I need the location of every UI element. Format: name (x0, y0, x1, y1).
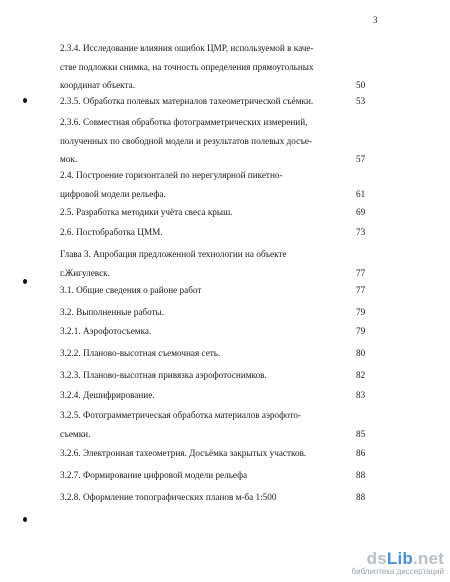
toc-entry-page: 88 (356, 470, 366, 480)
toc-entry-page: 82 (356, 370, 366, 380)
toc-entry-page: 79 (356, 326, 366, 336)
toc-entry-page: 77 (356, 267, 366, 278)
toc-entry-page: 85 (356, 428, 366, 439)
hole-punch-mark (23, 98, 27, 103)
toc-entry-title: 3.2.6. Электронная тахеометрия. Досъёмка закрытых участков. (60, 448, 307, 458)
toc-entry (60, 488, 366, 507)
toc-entry-page: 73 (356, 227, 366, 237)
toc-entry (60, 386, 366, 405)
toc-entry-title: 2.3.4. Исследование влияния ошибок ЦМР, используемой в каче- стве подложки снимка, на точность определения прямоугольных координат объекта. (60, 43, 314, 90)
toc-entry-title: Глава 3. Апробация предложенной технологии на объекте г.Жигулевск. (60, 249, 287, 278)
toc-entry (60, 223, 366, 242)
toc-entry-title: 3.2.3. Планово-высотная привязка аэрофотоснимков. (60, 370, 267, 380)
toc-entry (60, 92, 366, 111)
toc-entry-page: 57 (356, 154, 366, 164)
toc-entry-page: 61 (356, 188, 366, 199)
toc-entry-page: 88 (356, 492, 366, 502)
toc-entry (60, 166, 366, 203)
toc-entry-title: 2.3.5. Обработка полевых материалов тахеометрической съёмки. (60, 96, 314, 106)
toc-entry (60, 245, 366, 282)
page-number: 3 (373, 15, 378, 25)
toc-entry (60, 303, 366, 322)
toc-entry (60, 281, 366, 300)
toc-entry-page: 79 (356, 307, 366, 317)
toc-entry-title: 3.2.5. Фотограмметрическая обработка материалов аэрофото- съемки. (60, 410, 302, 439)
toc-entry (60, 113, 366, 169)
toc-entry (60, 203, 366, 222)
toc-entry-title: 3.2. Выполненные работы. (60, 307, 165, 317)
toc-entry-page: 77 (356, 285, 366, 295)
toc-entry-page: 80 (356, 348, 366, 358)
toc-entry (60, 344, 366, 363)
toc-entry-page: 86 (356, 448, 366, 458)
toc-entry-title: 3.2.8. Оформление топографических планов м-ба 1:500 (60, 492, 277, 502)
watermark-logo: dsLib.net (366, 549, 444, 568)
toc-entry-title: 2.3.6. Совместная обработка фотограмметрических измерений, полученных по свободной модели и результатов полевых досъе- мок. (60, 117, 313, 164)
toc-entry (60, 444, 366, 463)
hole-punch-mark (23, 279, 27, 284)
toc-entry-title: 3.2.2. Планово-высотная съемочная сеть. (60, 348, 221, 358)
hole-punch-mark (23, 517, 27, 522)
toc-entry (60, 322, 366, 341)
toc-entry (60, 39, 366, 95)
toc-entry-title: 3.2.7. Формирование цифровой модели рельефа (60, 470, 248, 480)
toc-entry-title: 2.6. Постобработка ЦММ. (60, 227, 163, 237)
toc-entry (60, 466, 366, 485)
toc-entry-page: 69 (356, 207, 366, 217)
toc-entry-title: 3.1. Общие сведения о районе работ (60, 285, 202, 295)
toc-entry-title: 2.4. Построение горизонталей по нерегулярной пикетно- цифровой модели рельефа. (60, 170, 283, 199)
toc-entry-page: 53 (356, 96, 366, 106)
toc-entry-page: 50 (356, 80, 366, 90)
toc-entry (60, 406, 366, 443)
toc-entry (60, 366, 366, 385)
toc-entry-title: 3.2.4. Дешифрирование. (60, 390, 155, 400)
watermark-subtitle: библиотека диссертаций (351, 567, 444, 576)
watermark (352, 549, 444, 576)
toc-entry-title: 2.5. Разработка методики учёта свеса крыш. (60, 207, 233, 217)
toc-entry-page: 83 (356, 390, 366, 400)
toc-entry-title: 3.2.1. Аэрофотосъемка. (60, 326, 152, 336)
